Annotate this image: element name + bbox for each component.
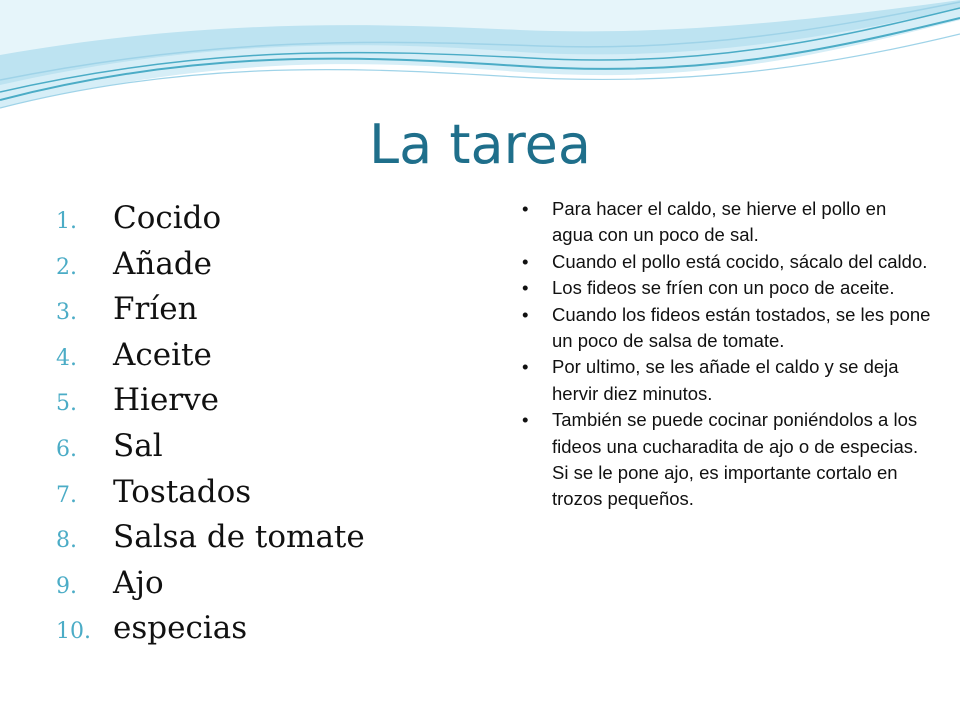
- list-item-text: Aceite: [113, 336, 212, 373]
- list-item-text: Tostados: [113, 473, 252, 510]
- instruction-item: [522, 196, 932, 249]
- instruction-item: [522, 407, 932, 513]
- bullet-icon: •: [522, 409, 529, 431]
- bullet-icon: •: [522, 356, 529, 378]
- instruction-item: [522, 302, 932, 355]
- list-item-text: Fríen: [113, 291, 198, 328]
- list-item-text: Hierve: [113, 382, 219, 419]
- vocabulary-list-item: [56, 337, 365, 383]
- vocabulary-list-item: [56, 610, 365, 656]
- header-wave-decoration: [0, 0, 960, 120]
- list-item-number: 3.: [56, 300, 77, 326]
- vocabulary-list-item: [56, 428, 365, 474]
- list-item-number: 2.: [56, 254, 77, 280]
- vocabulary-list-item: [56, 474, 365, 520]
- list-item-number: 9.: [56, 573, 77, 599]
- list-item-number: 10.: [56, 619, 91, 645]
- list-item-number: 8.: [56, 528, 77, 554]
- bullet-icon: •: [522, 303, 529, 325]
- instruction-item: [522, 275, 932, 301]
- vocabulary-list-item: [56, 246, 365, 292]
- vocabulary-list-item: [56, 291, 365, 337]
- vocabulary-list: [56, 200, 365, 656]
- list-item-text: Sal: [113, 427, 163, 464]
- list-item-number: 7.: [56, 482, 77, 508]
- vocabulary-list-item: [56, 200, 365, 246]
- list-item-text: Añade: [113, 245, 213, 282]
- bullet-icon: •: [522, 198, 529, 219]
- instruction-text: Los fideos se fríen con un poco de aceite.: [552, 277, 895, 299]
- vocabulary-list-item: [56, 382, 365, 428]
- list-item-number: 5.: [56, 391, 77, 417]
- slide-title: La tarea: [369, 113, 591, 176]
- vocabulary-list-item: [56, 519, 365, 565]
- instruction-text: Por ultimo, se les añade el caldo y se deja hervir diez minutos.: [552, 356, 899, 404]
- instruction-text: También se puede cocinar poniéndolos a los fideos una cucharadita de ajo o de especias. Si se le pone ajo, es importante cortalo en trozos pequeños.: [552, 409, 919, 510]
- instruction-item: [522, 354, 932, 407]
- list-item-text: Ajo: [113, 564, 164, 601]
- list-item-text: Cocido: [113, 200, 222, 236]
- bullet-icon: •: [522, 250, 529, 272]
- list-item-number: 4.: [56, 345, 77, 371]
- instruction-text: Cuando los fideos están tostados, se les pone un poco de salsa de tomate.: [552, 303, 931, 352]
- instruction-text: Para hacer el caldo, se hierve el pollo en agua con un poco de sal.: [552, 198, 887, 246]
- instruction-text: Cuando el pollo está cocido, sácalo del caldo.: [552, 250, 928, 272]
- list-item-number: 6.: [56, 436, 77, 462]
- instruction-item: [522, 249, 932, 275]
- list-item-number: 1.: [56, 209, 77, 234]
- bullet-icon: •: [522, 277, 529, 299]
- vocabulary-list-item: [56, 565, 365, 611]
- list-item-text: especias: [113, 610, 248, 647]
- list-item-text: Salsa de tomate: [113, 519, 365, 556]
- instructions-list: [522, 196, 932, 513]
